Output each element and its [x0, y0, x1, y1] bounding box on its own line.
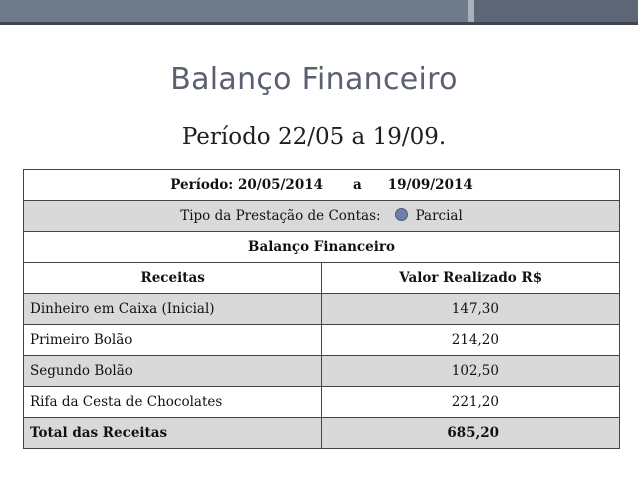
total-label: Total das Receitas [24, 418, 322, 449]
period-row [24, 170, 620, 201]
top-decor-bar [0, 0, 638, 22]
row-value: 221,20 [322, 387, 620, 418]
table-row [24, 387, 620, 418]
table-row [24, 294, 620, 325]
column-header-receitas: Receitas [24, 263, 322, 294]
report-type-cell [24, 201, 620, 232]
slide-subtitle [0, 124, 638, 150]
top-bar-segment-right [474, 0, 638, 22]
row-value: 214,20 [322, 325, 620, 356]
row-label: Dinheiro em Caixa (Inicial) [24, 294, 322, 325]
period-start: Período: 20/05/2014 [170, 177, 323, 193]
top-bar-segment-left [0, 0, 468, 22]
total-value: 685,20 [322, 418, 620, 449]
section-title-cell: Balanço Financeiro [24, 232, 620, 263]
row-label: Rifa da Cesta de Chocolates [24, 387, 322, 418]
total-row [24, 418, 620, 449]
report-type-row [24, 201, 620, 232]
slide-title [0, 62, 638, 97]
slide-title-text: Balanço Financeiro [170, 62, 458, 97]
top-accent-line [0, 22, 638, 25]
table-row [24, 325, 620, 356]
row-value: 102,50 [322, 356, 620, 387]
period-cell [24, 170, 620, 201]
financial-table [23, 169, 620, 449]
column-header-row [24, 263, 620, 294]
slide-subtitle-text: Período 22/05 a 19/09. [181, 124, 447, 150]
period-separator: a [353, 177, 362, 193]
radio-selected-icon[interactable] [395, 208, 408, 221]
period-end: 19/09/2014 [387, 177, 473, 193]
table-row [24, 356, 620, 387]
row-label: Segundo Bolão [24, 356, 322, 387]
section-title-row [24, 232, 620, 263]
column-header-valor: Valor Realizado R$ [322, 263, 620, 294]
row-value: 147,30 [322, 294, 620, 325]
report-type-label: Tipo da Prestação de Contas: [180, 208, 381, 224]
report-type-value: Parcial [415, 208, 463, 224]
row-label: Primeiro Bolão [24, 325, 322, 356]
